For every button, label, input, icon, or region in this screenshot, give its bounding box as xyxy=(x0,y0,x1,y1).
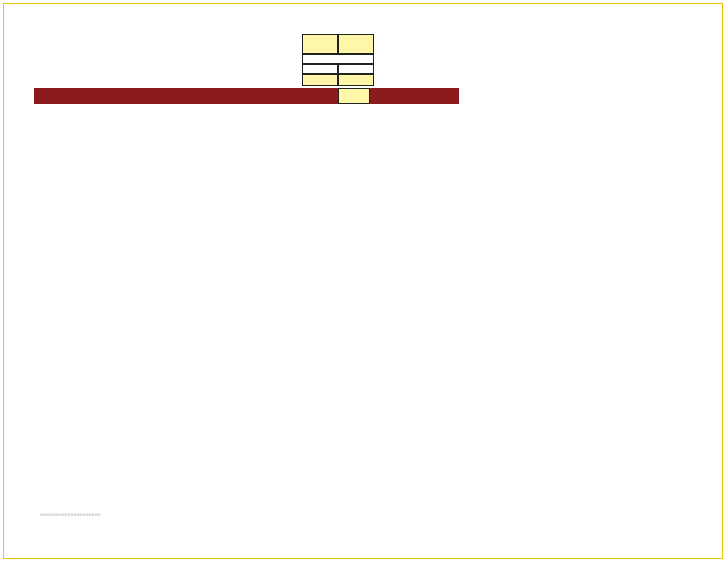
watermark: ■■■■■■■■■■■■■■■■■■■■ xyxy=(40,512,101,518)
